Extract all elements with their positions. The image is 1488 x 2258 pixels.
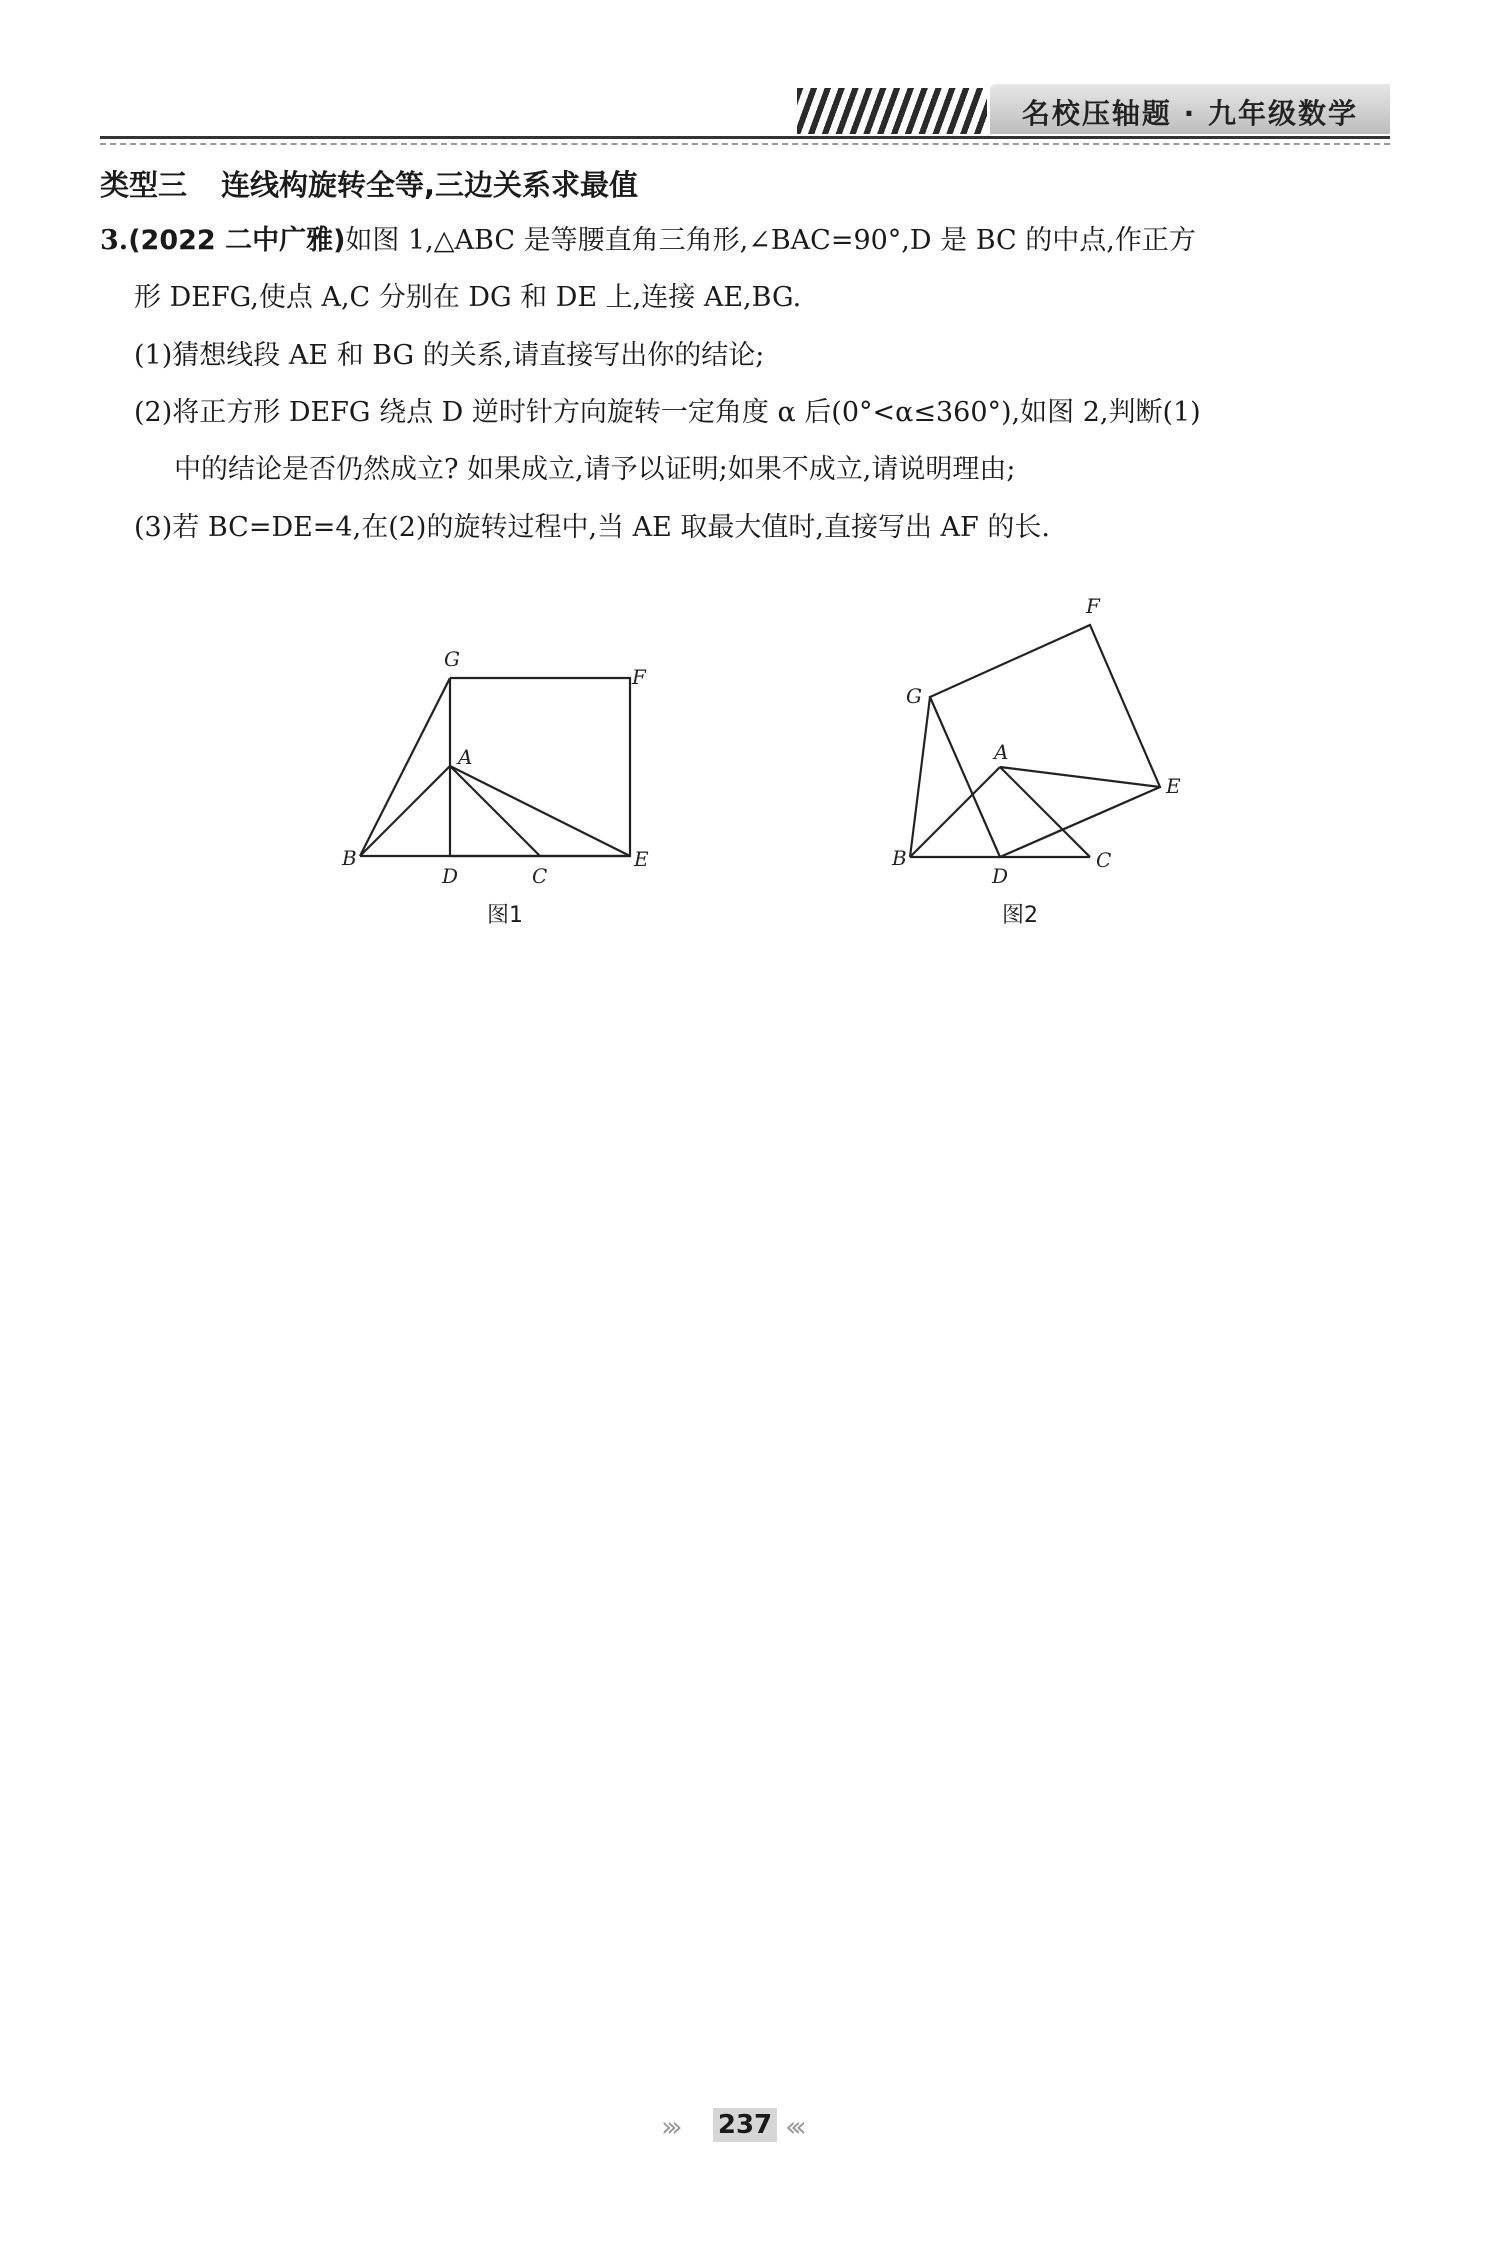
section-label: 类型三 [100,168,188,202]
fig2-label-c: C [1096,848,1112,872]
header-stripes [797,88,987,134]
fig2-label-g: G [906,684,922,708]
fig1-label-e: E [634,847,649,871]
figure-2-caption: 图2 [1002,903,1038,928]
fig1-label-b: B [342,846,357,870]
header-tab [990,84,1390,134]
fig1-label-c: C [532,864,548,888]
fig2-label-f: F [1086,594,1100,618]
problem-part2-line1: (2)将正方形 DEFG 绕点 D 逆时针方向旋转一定角度 α 后(0°<α≤360°),如图 2,判断(1) [134,397,1201,428]
section-heading: 连线构旋转全等,三边关系求最值 [221,168,639,202]
page-footer [655,2108,835,2144]
fig2-label-b: B [892,846,907,870]
figure-1-diagram [340,640,670,900]
fig1-label-a: A [458,745,473,769]
problem-stem-line2: 形 DEFG,使点 A,C 分别在 DG 和 DE 上,连接 AE,BG. [134,282,802,313]
header-title: 名校压轴题 · 九年级数学 [1021,97,1359,130]
figure-1-caption: 图1 [487,903,523,928]
problem-source: (2022 二中广雅) [128,225,346,256]
figure-2-diagram [890,585,1220,895]
section-title [100,163,638,204]
fig1-label-d: D [442,864,459,888]
fig1-label-f: F [632,665,646,689]
problem-stem-line1 [100,224,1196,258]
footer-left-arrows: ››› [661,2110,677,2143]
problem-stem-text1: 如图 1,△ABC 是等腰直角三角形,∠BAC=90°,D 是 BC 的中点,作正方 [345,225,1196,256]
fig2-label-e: E [1166,774,1181,798]
problem-number: 3. [100,225,129,256]
fig2-label-d: D [992,864,1009,888]
problem-part3: (3)若 BC=DE=4,在(2)的旋转过程中,当 AE 取最大值时,直接写出 AF 的长. [134,512,1050,543]
footer-right-arrows: ‹‹‹ [785,2110,801,2143]
problem-part1: (1)猜想线段 AE 和 BG 的关系,请直接写出你的结论; [134,340,765,371]
fig2-label-a: A [994,740,1009,764]
header-rule [100,136,1390,139]
page-header [100,84,1390,142]
header-dashed-rule [100,143,1390,145]
problem-part2-line2: 中的结论是否仍然成立? 如果成立,请予以证明;如果不成立,请说明理由; [174,454,1016,485]
page-number: 237 [713,2108,777,2142]
fig1-label-g: G [444,647,460,671]
